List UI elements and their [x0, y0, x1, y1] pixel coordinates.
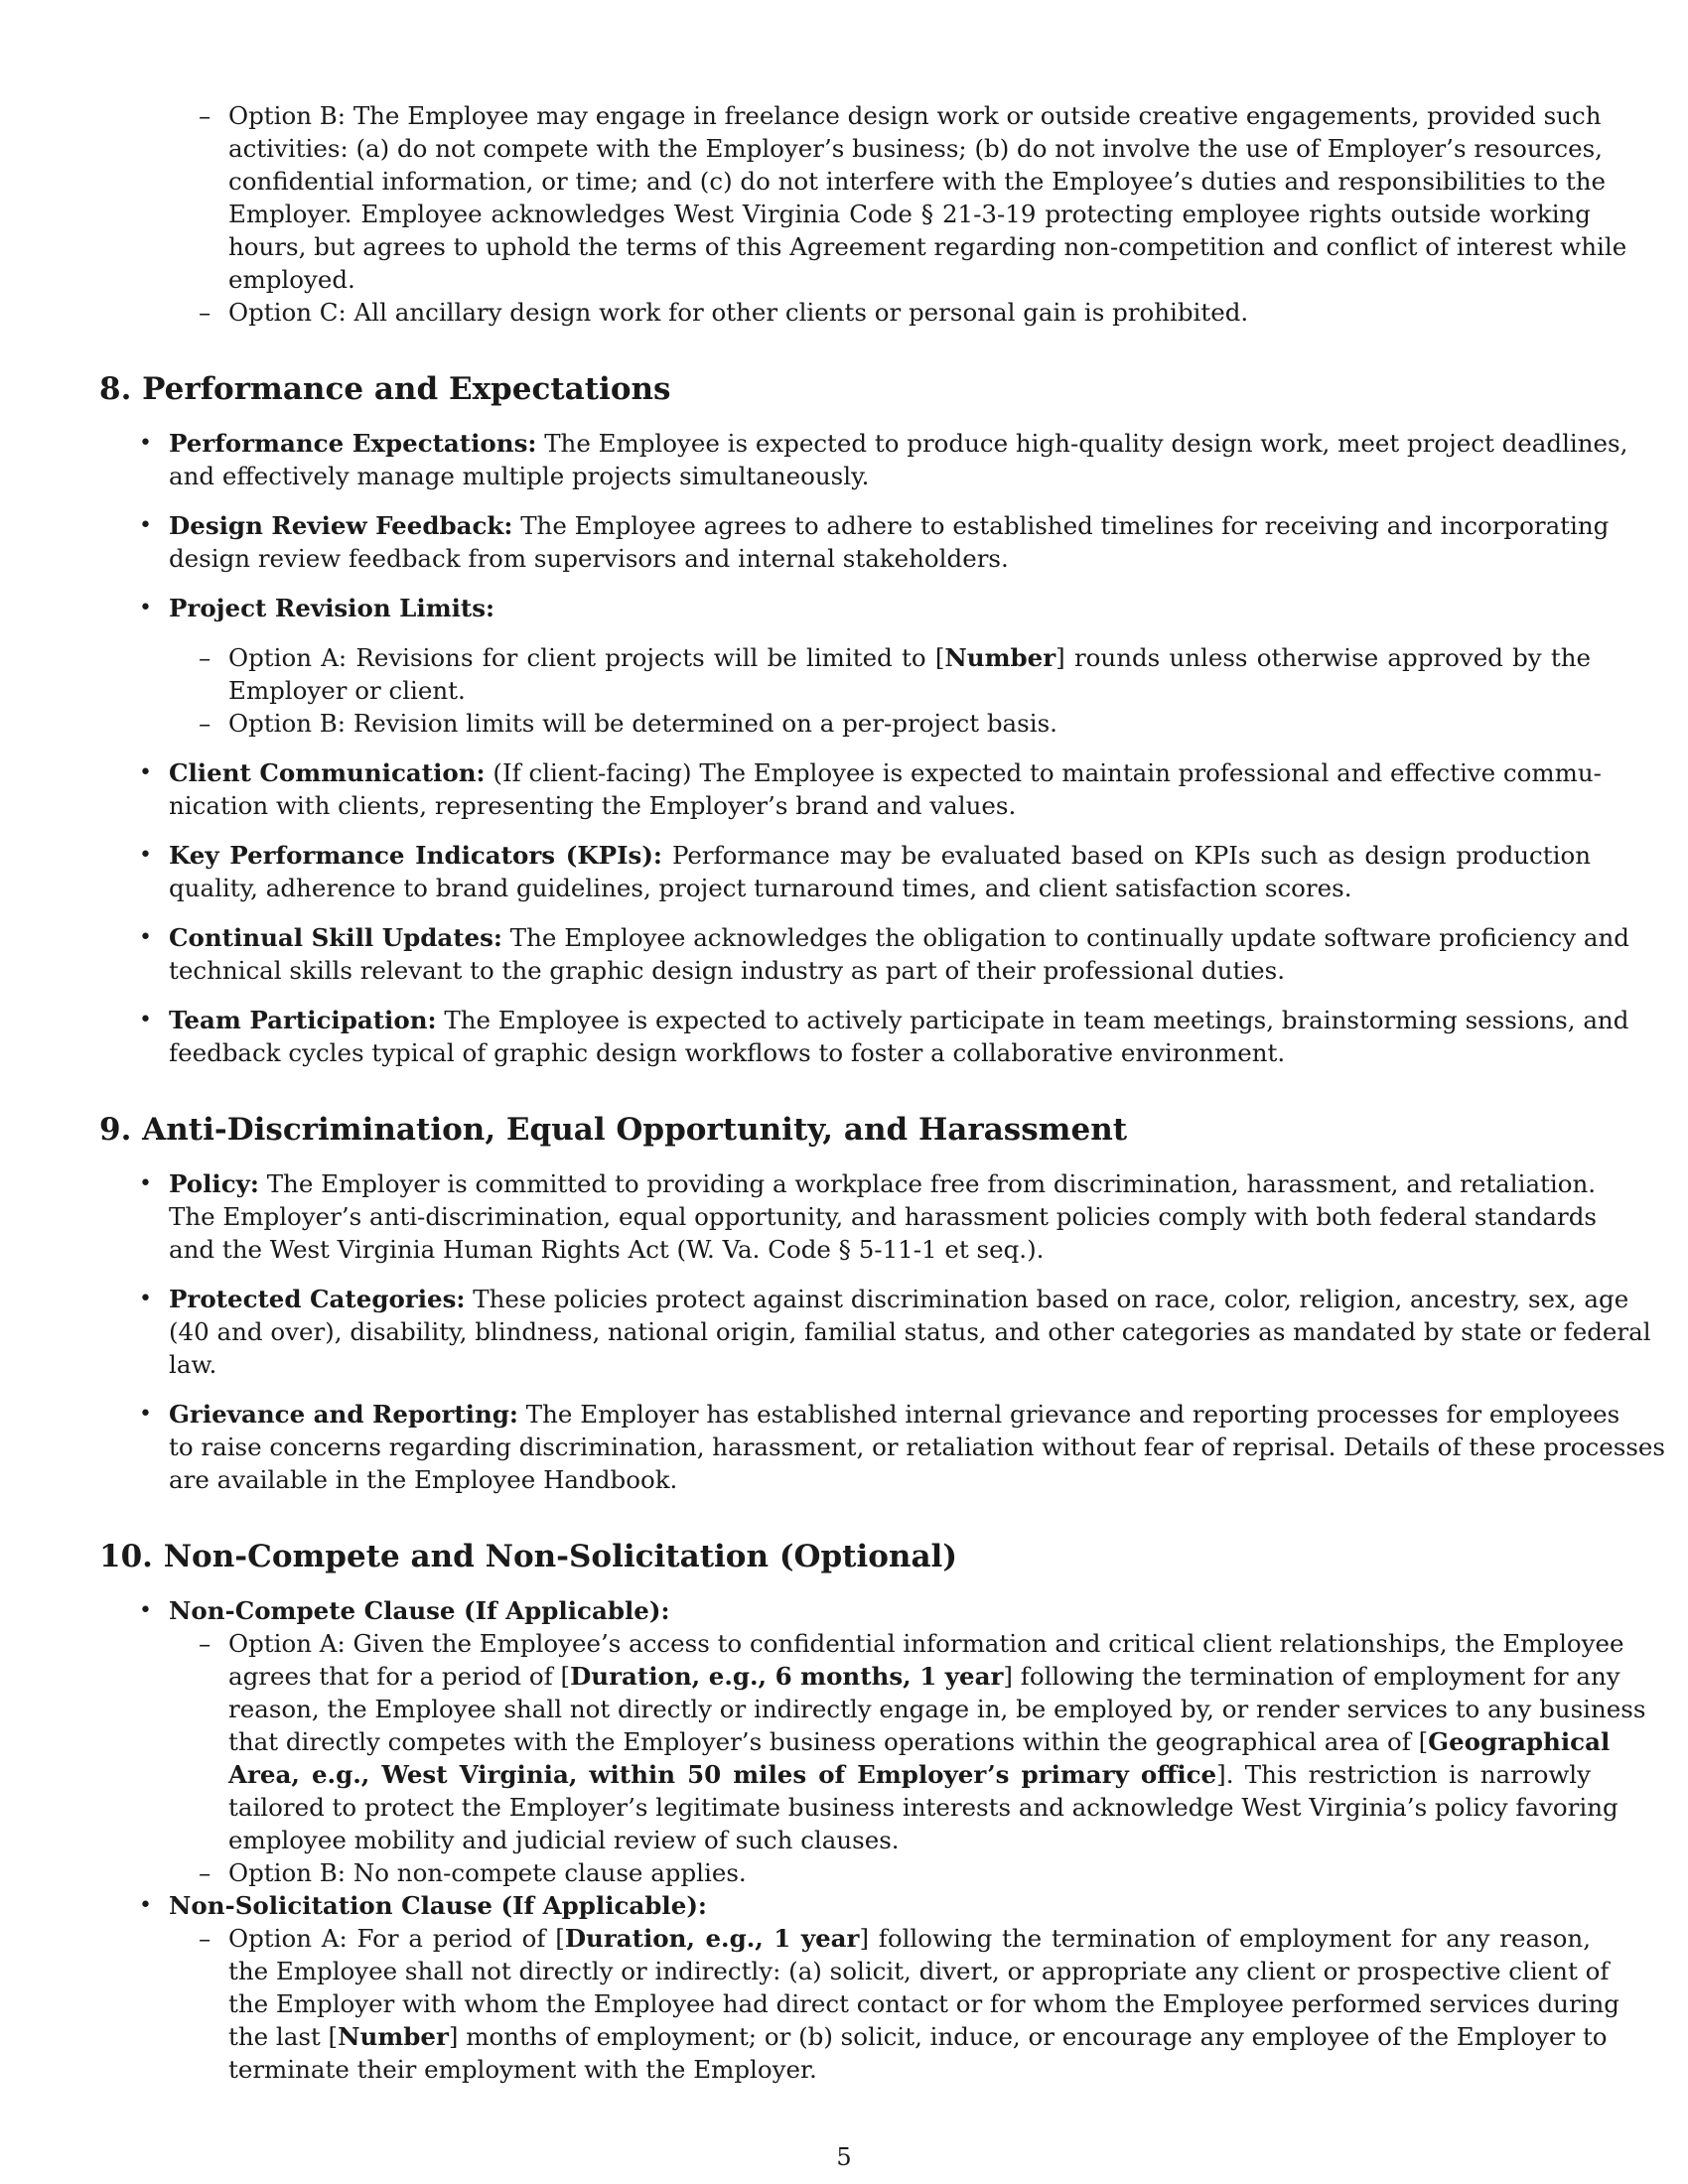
nc-duration-placeholder: Duration, e.g., 6 months, 1 year — [570, 1662, 1004, 1691]
ns-a-l1-post: ] following the termination of employment for any reason, — [859, 1924, 1591, 1953]
page-number: 5 — [836, 2143, 852, 2171]
dash-marker: – — [199, 709, 211, 738]
team-label: Team Participation: — [169, 1006, 437, 1034]
bullet-marker: • — [139, 760, 152, 785]
revision-option-b: Option B: Revision limits will be determined on a per-project basis. — [228, 709, 1057, 738]
kpi-line1 — [169, 839, 1591, 872]
nc-a-l4-pre: that directly competes with the Employer’s business operations within the geographical area of [ — [228, 1727, 1429, 1756]
bullet-marker: • — [139, 1893, 152, 1918]
non-solicitation-label — [169, 1889, 707, 1922]
nc-option-a-line5 — [228, 1758, 1591, 1791]
perf-expectations-line2: and effectively manage multiple projects simultaneously. — [169, 462, 870, 490]
s7-option-b-line: hours, but agrees to uphold the terms of this Agreement regarding non-competition and conflict of interest while — [228, 232, 1627, 261]
rev-label: Project Revision Limits: — [169, 594, 495, 622]
dash-marker: – — [199, 298, 211, 327]
bullet-marker: • — [139, 513, 152, 538]
nc-option-b: Option B: No non-compete clause applies. — [228, 1858, 747, 1887]
griev-label: Grievance and Reporting: — [169, 1400, 518, 1429]
bullet-marker: • — [139, 431, 152, 456]
dash-marker: – — [199, 101, 211, 130]
bullet-marker: • — [139, 1402, 152, 1427]
design-review-line2: design review feedback from supervisors and internal stakeholders. — [169, 544, 1009, 573]
protected-categories-line2: (40 and over), disability, blindness, national origin, familial status, and other categories as mandated by state or federal — [169, 1317, 1651, 1346]
ns-duration-placeholder: Duration, e.g., 1 year — [564, 1924, 860, 1953]
nc-option-a-line1: Option A: Given the Employee’s access to confidential information and critical client relationships, the Employee — [228, 1629, 1624, 1658]
ns-option-a-line3: the Employer with whom the Employee had direct contact or for whom the Employee performed services during — [228, 1989, 1619, 2018]
policy-line2: The Employer’s anti-discrimination, equal opportunity, and harassment policies comply with both federal standards — [169, 1202, 1597, 1231]
ns-a-l1-pre: Option A: For a period of [ — [228, 1924, 565, 1953]
nc-geo-placeholder: Geographical — [1428, 1727, 1611, 1756]
griev-text: The Employer has established internal grievance and reporting processes for employees — [525, 1400, 1620, 1429]
protected-categories-line3: law. — [169, 1350, 217, 1379]
kpi-label: Key Performance Indicators (KPIs): — [169, 841, 662, 870]
nc-label: Non-Compete Clause (If Applicable): — [169, 1596, 670, 1625]
dash-marker: – — [199, 1924, 211, 1953]
rev-a-pre: Option A: Revisions for client projects will be limited to [ — [228, 643, 945, 672]
nc-option-a-line4 — [228, 1725, 1611, 1758]
rev-a-placeholder: Number — [944, 643, 1056, 672]
grievance-line3: are available in the Employee Handbook. — [169, 1465, 678, 1494]
bullet-marker: • — [139, 925, 152, 950]
perf-text: The Employee is expected to produce high-quality design work, meet project deadlines, — [544, 429, 1628, 458]
revision-option-a-line2: Employer or client. — [228, 676, 466, 705]
policy-line3: and the West Virginia Human Rights Act (W. Va. Code § 5-11-1 et seq.). — [169, 1235, 1045, 1264]
grievance-line1 — [169, 1398, 1620, 1431]
kpi-line2: quality, adherence to brand guidelines, project turnaround times, and client satisfaction scores. — [169, 874, 1352, 902]
nc-option-a-line7: employee mobility and judicial review of such clauses. — [228, 1826, 900, 1854]
bullet-marker: • — [139, 843, 152, 868]
team-text: The Employee is expected to actively participate in team meetings, brainstorming sessions, and — [444, 1006, 1629, 1034]
team-participation-line2: feedback cycles typical of graphic design workflows to foster a collaborative environment. — [169, 1038, 1286, 1067]
prot-label: Protected Categories: — [169, 1285, 466, 1313]
kpi-text: Performance may be evaluated based on KPIs such as design production — [671, 841, 1591, 870]
s7-option-b-line: employed. — [228, 265, 355, 294]
client-communication-line1 — [169, 756, 1602, 789]
policy-label: Policy: — [169, 1169, 259, 1198]
client-text: (If client-facing) The Employee is expected to maintain professional and effective commu- — [492, 758, 1602, 787]
ns-a-l4-pre: the last [ — [228, 2022, 339, 2051]
prot-text: These policies protect against discrimination based on race, color, religion, ancestry, sex, age — [473, 1285, 1629, 1313]
policy-text: The Employer is committed to providing a workplace free from discrimination, harassment, and retaliation. — [266, 1169, 1597, 1198]
team-participation-line1 — [169, 1004, 1629, 1036]
revision-limits-label — [169, 592, 494, 624]
s7-option-b-line: activities: (a) do not compete with the Employer’s business; (b) do not involve the use of Employer’s resources, — [228, 134, 1603, 163]
ns-option-a-line4 — [228, 2020, 1608, 2053]
protected-categories-line1 — [169, 1283, 1629, 1315]
non-compete-label — [169, 1594, 670, 1627]
skill-label: Continual Skill Updates: — [169, 923, 502, 952]
perf-expectations-line1 — [169, 427, 1628, 460]
policy-line1 — [169, 1167, 1597, 1200]
bullet-marker: • — [139, 1287, 152, 1311]
s7-option-b-line: Employer. Employee acknowledges West Virginia Code § 21-3-19 protecting employee rights outside working — [228, 200, 1591, 228]
bullet-marker: • — [139, 1598, 152, 1623]
nc-a-l5-post: ]. This restriction is narrowly — [1216, 1760, 1591, 1789]
s7-option-b-line: Option B: The Employee may engage in freelance design work or outside creative engagements, provided such — [228, 101, 1602, 130]
ns-a-l4-post: ] months of employment; or (b) solicit, induce, or encourage any employee of the Employer to — [448, 2022, 1608, 2051]
review-label: Design Review Feedback: — [169, 511, 513, 540]
ns-option-a-line5: terminate their employment with the Employer. — [228, 2055, 817, 2084]
nc-option-a-line6: tailored to protect the Employer’s legitimate business interests and acknowledge West Virginia’s policy favoring — [228, 1793, 1618, 1822]
revision-option-a-line1 — [228, 641, 1591, 674]
grievance-line2: to raise concerns regarding discrimination, harassment, or retaliation without fear of reprisal. Details of these processes — [169, 1433, 1665, 1461]
review-text: The Employee agrees to adhere to established timelines for receiving and incorporating — [520, 511, 1610, 540]
bullet-marker: • — [139, 596, 152, 620]
s7-option-c: Option C: All ancillary design work for other clients or personal gain is prohibited. — [228, 298, 1249, 327]
client-communication-line2: nication with clients, representing the Employer’s brand and values. — [169, 791, 1017, 820]
skill-updates-line2: technical skills relevant to the graphic design industry as part of their professional duties. — [169, 956, 1286, 985]
nc-option-a-line3: reason, the Employee shall not directly or indirectly engage in, be employed by, or render services to any business — [228, 1695, 1646, 1723]
design-review-line1 — [169, 509, 1610, 542]
nc-a-l2-pre: agrees that for a period of [ — [228, 1662, 571, 1691]
skill-text: The Employee acknowledges the obligation to continually update software proficiency and — [509, 923, 1629, 952]
nc-option-a-line2 — [228, 1660, 1620, 1693]
dash-marker: – — [199, 643, 211, 672]
dash-marker: – — [199, 1858, 211, 1887]
s7-option-b-line: confidential information, or time; and (c) do not interfere with the Employee’s duties and responsibilities to the — [228, 167, 1607, 196]
ns-option-a-line1 — [228, 1922, 1591, 1955]
section-9-heading: 9. Anti-Discrimination, Equal Opportunity, and Harassment — [99, 1112, 1128, 1148]
ns-option-a-line2: the Employee shall not directly or indirectly: (a) solicit, divert, or appropriate any client or prospective client of — [228, 1957, 1610, 1985]
ns-label: Non-Solicitation Clause (If Applicable): — [169, 1891, 707, 1920]
ns-number-placeholder: Number — [338, 2022, 449, 2051]
section-10-heading: 10. Non-Compete and Non-Solicitation (Optional) — [99, 1539, 958, 1574]
nc-a-l2-post: ] following the termination of employment for any — [1003, 1662, 1620, 1691]
nc-geo-placeholder-cont: Area, e.g., West Virginia, within 50 miles of Employer’s primary office — [228, 1760, 1217, 1789]
dash-marker: – — [199, 1629, 211, 1658]
bullet-marker: • — [139, 1171, 152, 1196]
rev-a-post: ] rounds unless otherwise approved by the — [1055, 643, 1591, 672]
perf-label: Performance Expectations: — [169, 429, 537, 458]
bullet-marker: • — [139, 1008, 152, 1032]
skill-updates-line1 — [169, 921, 1629, 954]
client-label: Client Communication: — [169, 758, 486, 787]
section-8-heading: 8. Performance and Expectations — [99, 371, 671, 407]
